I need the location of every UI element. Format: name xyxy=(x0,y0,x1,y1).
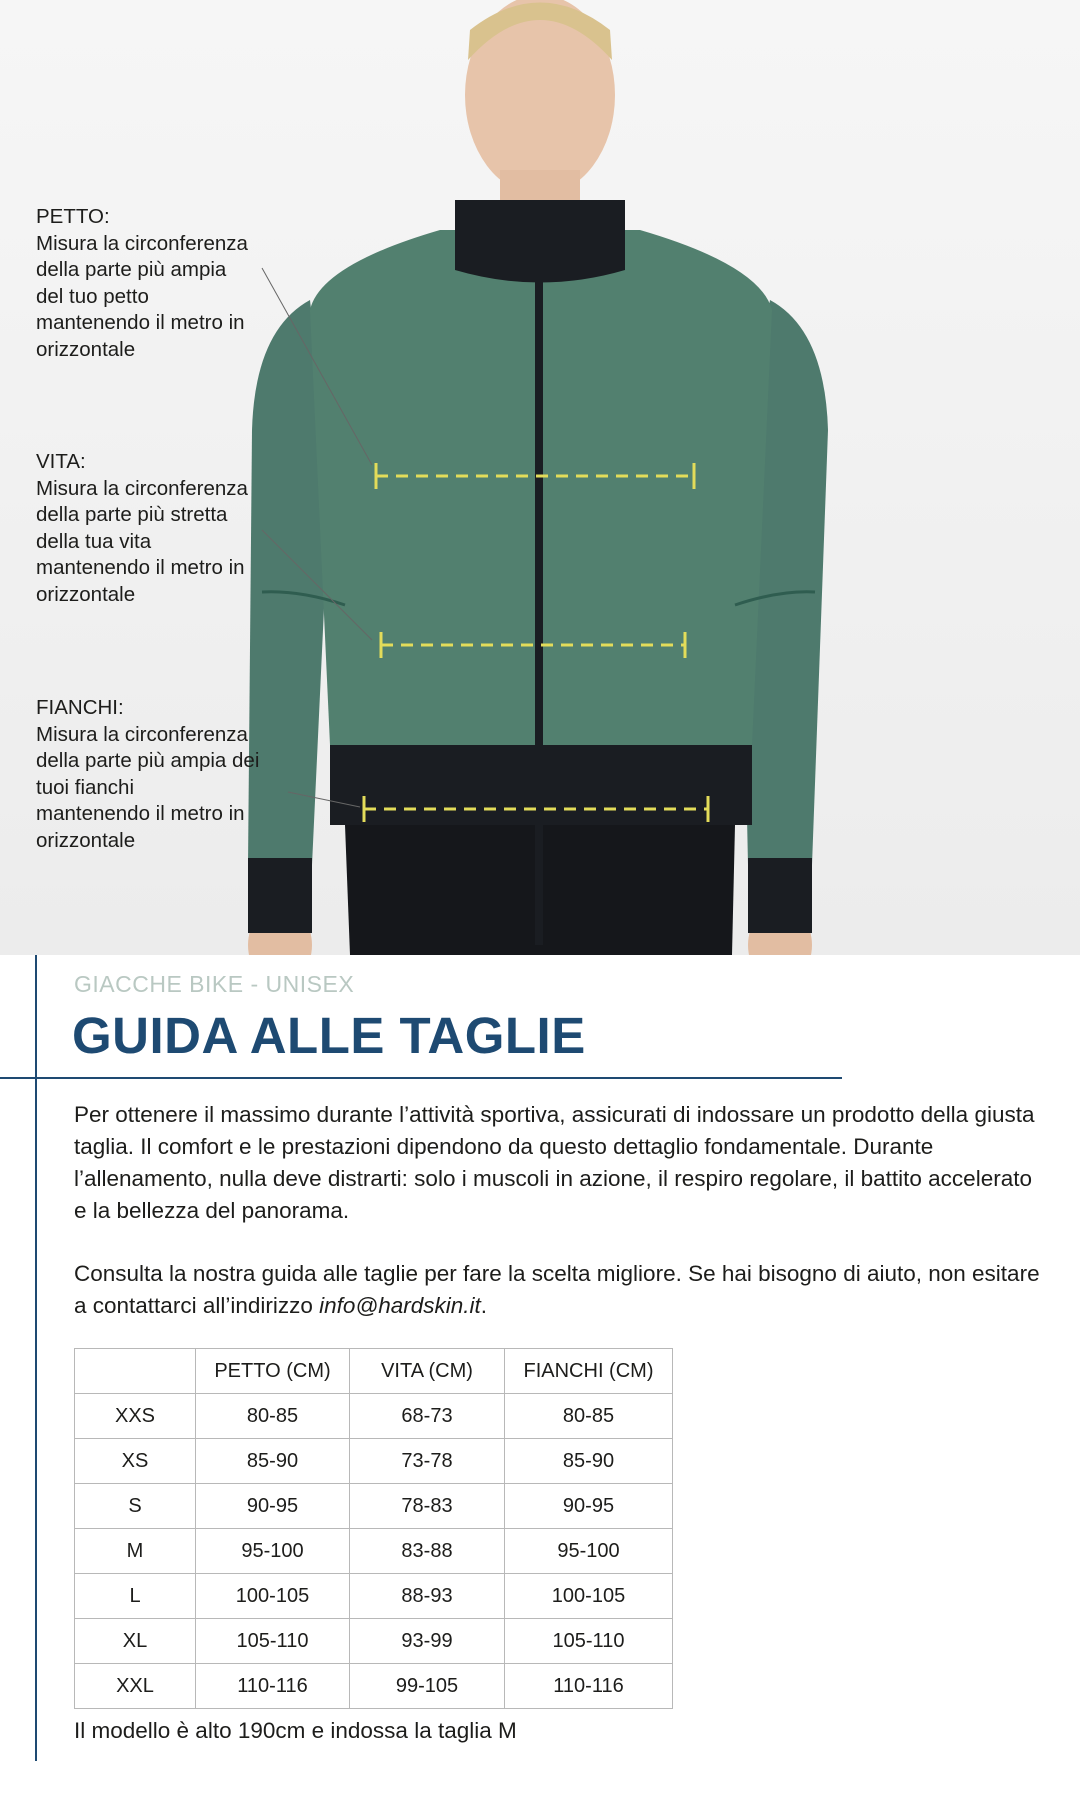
hips-annotation xyxy=(36,695,296,854)
jacket-zipper xyxy=(535,245,543,945)
chest-annotation xyxy=(36,204,296,363)
waist-cell: 93-99 xyxy=(350,1619,505,1664)
contact-text-end: . xyxy=(480,1293,488,1318)
waist-line-2: della parte più stretta xyxy=(36,503,228,526)
hips-cell: 105-110 xyxy=(505,1619,673,1664)
size-cell: M xyxy=(75,1529,196,1574)
waist-annotation xyxy=(36,449,296,608)
hips-cell: 110-116 xyxy=(505,1664,673,1709)
chest-cell: 110-116 xyxy=(196,1664,350,1709)
hips-cell: 85-90 xyxy=(505,1439,673,1484)
size-cell: XXL xyxy=(75,1664,196,1709)
table-row xyxy=(75,1484,673,1529)
table-row xyxy=(75,1529,673,1574)
table-header-size xyxy=(75,1349,196,1394)
size-cell: XS xyxy=(75,1439,196,1484)
table-row xyxy=(75,1664,673,1709)
chest-cell: 80-85 xyxy=(196,1394,350,1439)
chest-line-3: del tuo petto xyxy=(36,284,149,308)
waist-line-4: mantenendo il metro in xyxy=(36,556,245,579)
table-row xyxy=(75,1574,673,1619)
waist-line-3: della tua vita xyxy=(36,529,152,553)
size-cell: S xyxy=(75,1484,196,1529)
hips-line-2: della parte più ampia dei xyxy=(36,749,260,772)
chest-line-2: della parte più ampia xyxy=(36,258,227,281)
contact-paragraph xyxy=(74,1258,1044,1322)
chest-line-4: mantenendo il metro in xyxy=(36,311,245,334)
hips-cell: 100-105 xyxy=(505,1574,673,1619)
waist-cell: 78-83 xyxy=(350,1484,505,1529)
horizontal-rule xyxy=(0,1077,842,1079)
contact-text: Consulta la nostra guida alle taglie per fare la scelta migliore. Se hai bisogno di aiuto, non esitare a contattarci all’indirizzo xyxy=(74,1261,1040,1318)
intro-paragraph: Per ottenere il massimo durante l’attività sportiva, assicurati di indossare un prodotto della giusta taglia. Il comfort e le prestazioni dipendono da questo dettaglio fondamentale. Durante l’allenamento, nulla deve distrarti: solo i muscoli in azione, il respiro regolare, il battito accelerato e la bellezza del panorama. xyxy=(74,1102,1035,1223)
model-size-note: Il modello è alto 190cm e indossa la taglia M xyxy=(74,1718,517,1743)
jacket-left-cuff xyxy=(248,858,312,933)
table-row xyxy=(75,1394,673,1439)
chest-heading: PETTO: xyxy=(36,205,110,228)
hips-line-1: Misura la circonferenza xyxy=(36,722,248,746)
size-cell: XL xyxy=(75,1619,196,1664)
size-cell: L xyxy=(75,1574,196,1619)
hips-heading: FIANCHI: xyxy=(36,696,124,719)
table-row xyxy=(75,1619,673,1664)
hips-cell: 95-100 xyxy=(505,1529,673,1574)
waist-cell: 99-105 xyxy=(350,1664,505,1709)
vertical-rule xyxy=(35,955,37,1761)
waist-cell: 83-88 xyxy=(350,1529,505,1574)
chest-line-5: orizzontale xyxy=(36,337,136,361)
hips-line-5: orizzontale xyxy=(36,828,136,852)
chest-line-1: Misura la circonferenza xyxy=(36,231,248,255)
table-header-waist: VITA (CM) xyxy=(350,1349,505,1394)
section-subtitle: GIACCHE BIKE - UNISEX xyxy=(74,971,355,997)
waist-heading: VITA: xyxy=(36,450,86,473)
waist-cell: 73-78 xyxy=(350,1439,505,1484)
contact-email-link[interactable]: info@hardskin.it xyxy=(319,1293,481,1318)
hips-line-4: mantenendo il metro in xyxy=(36,802,245,825)
size-cell: XXS xyxy=(75,1394,196,1439)
table-header-chest: PETTO (CM) xyxy=(196,1349,350,1394)
page-title: GUIDA ALLE TAGLIE xyxy=(72,1007,586,1064)
chest-cell: 95-100 xyxy=(196,1529,350,1574)
chest-cell: 100-105 xyxy=(196,1574,350,1619)
waist-line-1: Misura la circonferenza xyxy=(36,476,248,500)
hips-cell: 80-85 xyxy=(505,1394,673,1439)
chest-cell: 85-90 xyxy=(196,1439,350,1484)
chest-cell: 105-110 xyxy=(196,1619,350,1664)
table-row xyxy=(75,1439,673,1484)
waist-line-5: orizzontale xyxy=(36,582,136,606)
table-header-hips: FIANCHI (CM) xyxy=(505,1349,673,1394)
table-header-row xyxy=(75,1349,673,1394)
hips-cell: 90-95 xyxy=(505,1484,673,1529)
waist-cell: 68-73 xyxy=(350,1394,505,1439)
chest-cell: 90-95 xyxy=(196,1484,350,1529)
waist-cell: 88-93 xyxy=(350,1574,505,1619)
jacket-right-cuff xyxy=(748,858,812,933)
size-table xyxy=(74,1348,673,1709)
hips-line-3: tuoi fianchi xyxy=(36,775,135,799)
